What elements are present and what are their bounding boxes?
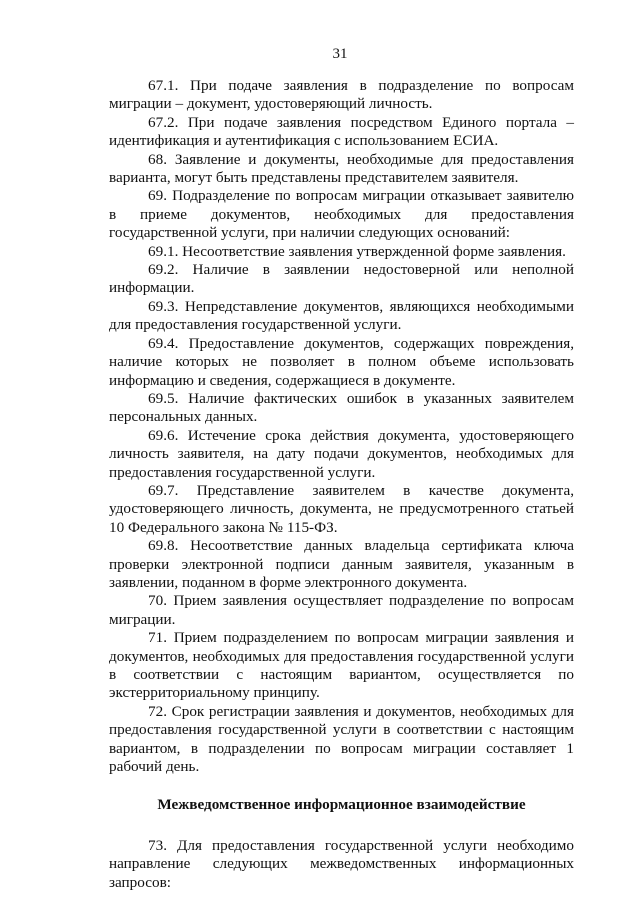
paragraph-67-2: 67.2. При подаче заявления посредством Единого портала – идентификация и аутентификация с использованием ЕСИА.	[109, 113, 574, 150]
paragraph-69: 69. Подразделение по вопросам миграции отказывает заявителю в приеме документов, необходимых для предоставления государственной услуги, при наличии следующих оснований:	[109, 187, 574, 242]
page-number: 31	[332, 46, 348, 62]
paragraph-69-6: 69.6. Истечение срока действия документа, удостоверяющего личность заявителя, на дату подачи документов, необходимых для предоставления государственной услуги.	[109, 426, 574, 481]
paragraph-69-8: 69.8. Несоответствие данных владельца сертификата ключа проверки электронной подписи данным заявителя, указанным в заявлении, поданном в форме электронного документа.	[109, 537, 574, 591]
paragraph-69-3: 69.3. Непредставление документов, являющихся необходимыми для предоставления государственной услуги.	[109, 297, 574, 334]
paragraph-69-1: 69.1. Несоответствие заявления утвержденной форме заявления.	[148, 242, 566, 260]
paragraph-72: 72. Срок регистрации заявления и документов, необходимых для предоставления государственной услуги в соответствии с настоящим вариантом, в подразделении по вопросам миграции составляет 1 рабочий день.	[109, 702, 574, 776]
paragraph-69-5: 69.5. Наличие фактических ошибок в указанных заявителем персональных данных.	[109, 389, 574, 426]
document-body	[109, 77, 574, 892]
paragraph-73: 73. Для предоставления государственной услуги необходимо направление следующих межведомственных информационных запросов:	[109, 836, 574, 891]
paragraph-70: 70. Прием заявления осуществляет подразделение по вопросам миграции.	[109, 592, 574, 628]
paragraph-69-7: 69.7. Представление заявителем в качестве документа, удостоверяющего личность, документа, не предусмотренного статьей 10 Федерального закона № 115-ФЗ.	[109, 481, 574, 536]
section-heading: Межведомственное информационное взаимодействие	[157, 796, 526, 814]
paragraph-69-2: 69.2. Наличие в заявлении недостоверной или неполной информации.	[109, 261, 574, 297]
paragraph-69-4: 69.4. Предоставление документов, содержащих повреждения, наличие которых не позволяет в полном объеме использовать информацию и сведения, содержащиеся в документе.	[109, 334, 574, 389]
paragraph-68: 68. Заявление и документы, необходимые для предоставления варианта, могут быть представлены представителем заявителя.	[109, 150, 574, 187]
paragraph-71: 71. Прием подразделением по вопросам миграции заявления и документов, необходимых для предоставления государственной услуги в соответствии с настоящим вариантом, осуществляется по экстерриториальному принципу.	[109, 629, 574, 702]
paragraph-67-1: 67.1. При подаче заявления в подразделение по вопросам миграции – документ, удостоверяющий личность.	[109, 77, 574, 113]
